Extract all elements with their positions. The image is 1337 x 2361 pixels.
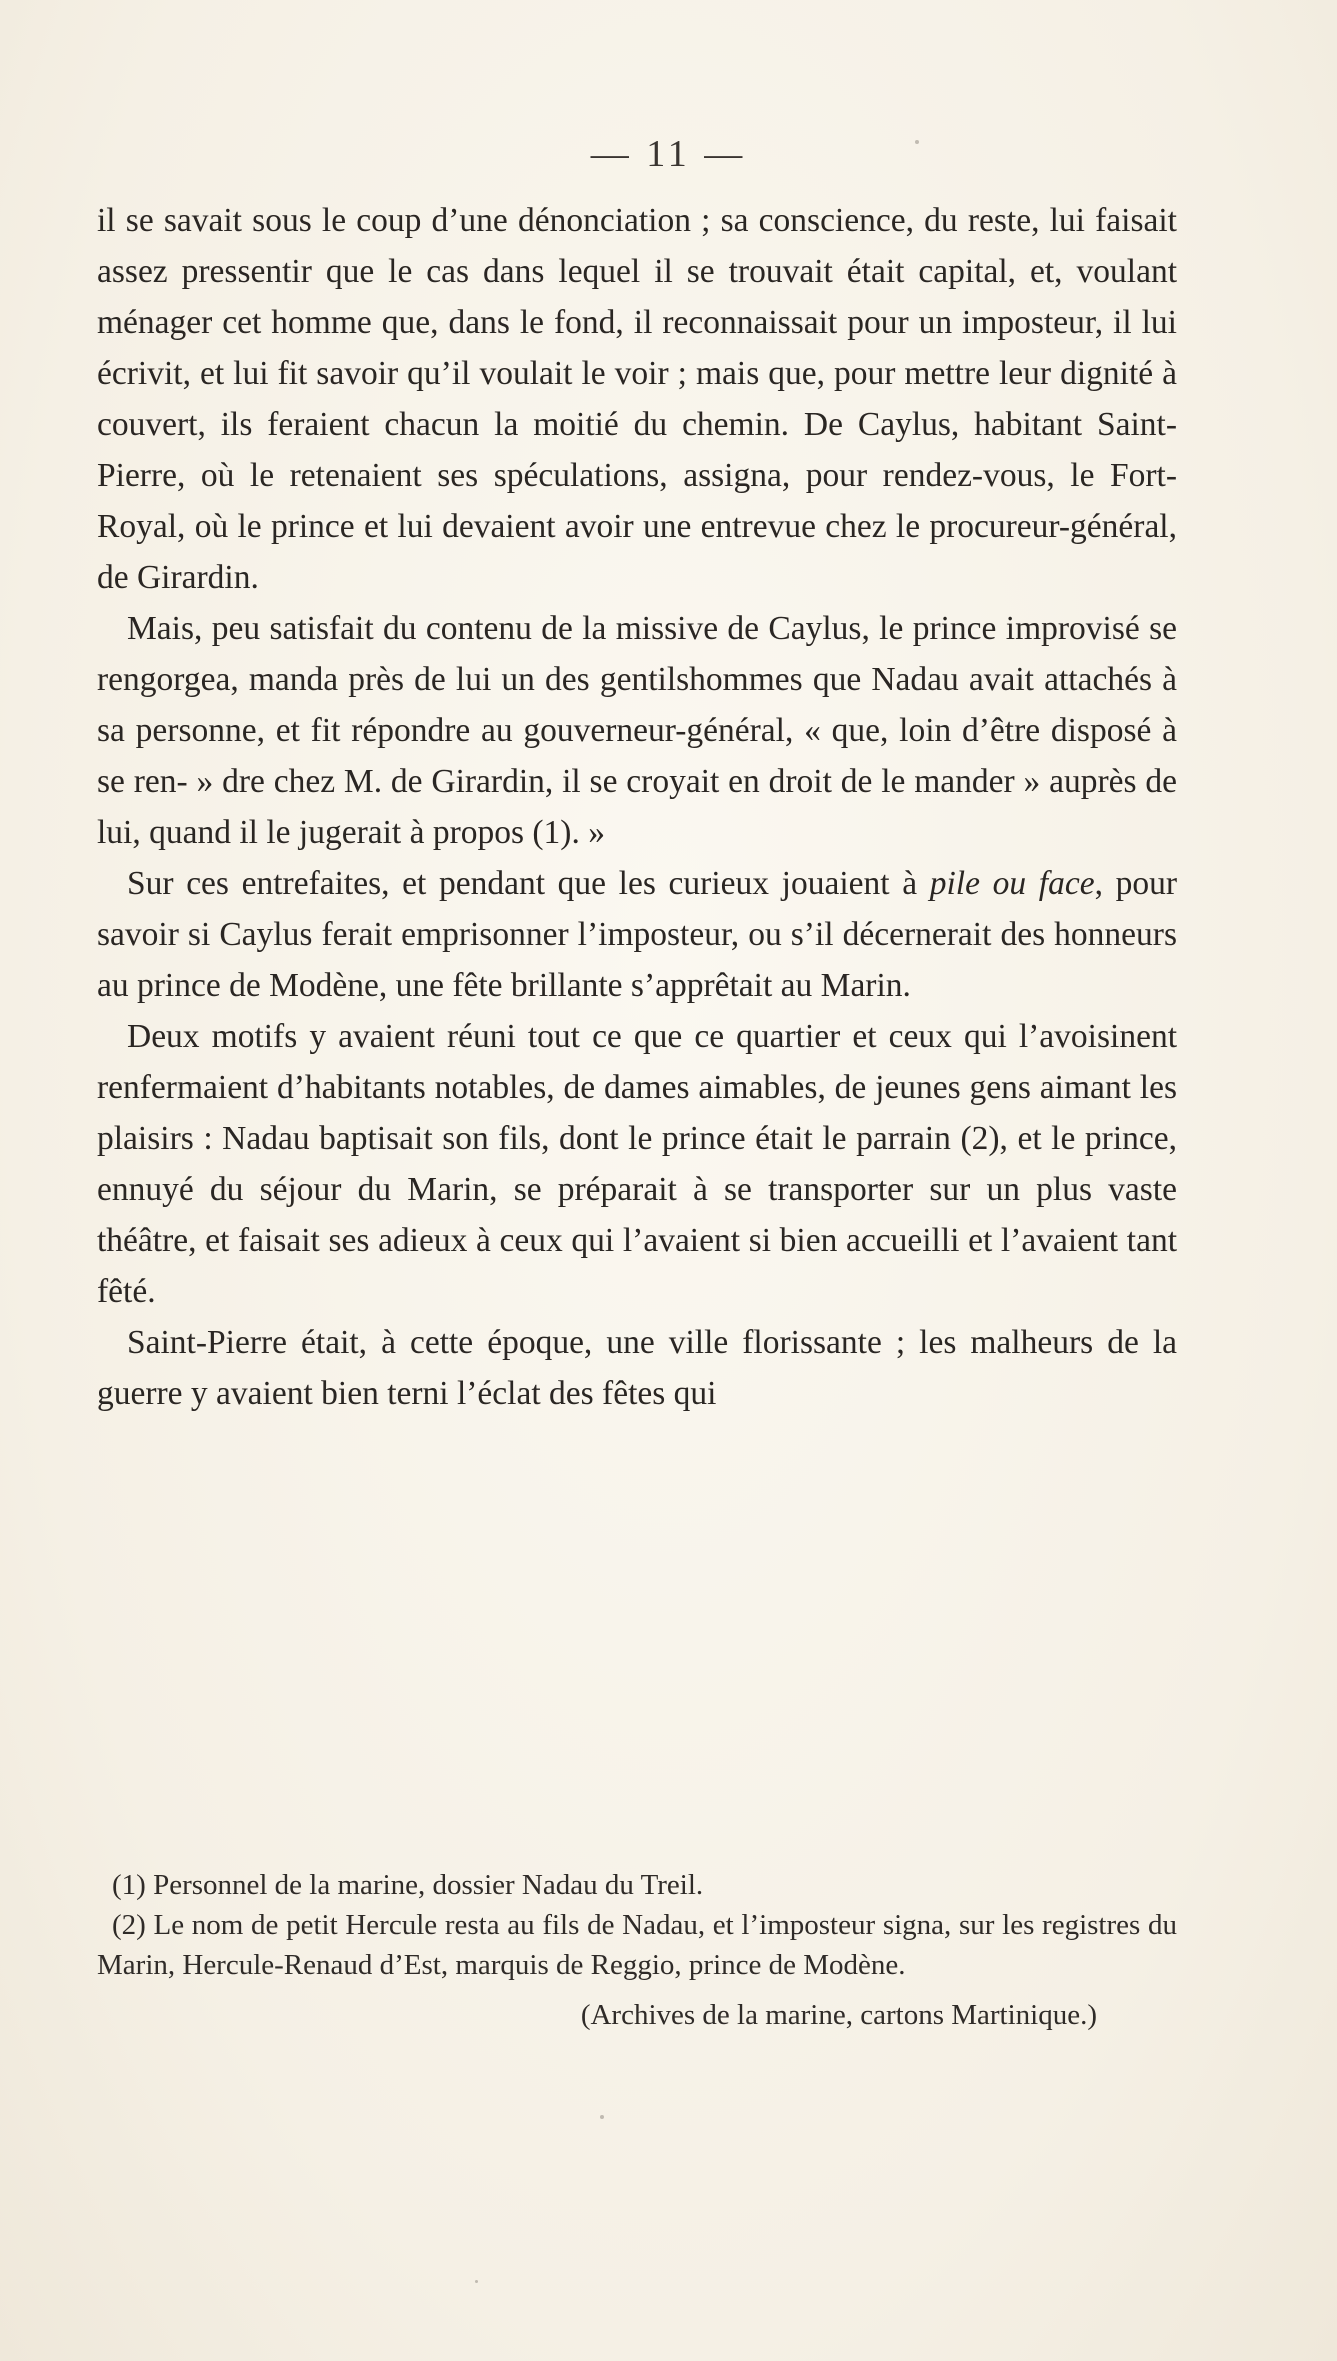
paragraph-3-start: Sur ces entrefaites, et pendant que les curieux jouaient à: [127, 865, 930, 902]
footnote-2: (2) Le nom de petit Hercule resta au fils de Nadau, et l’imposteur signa, sur les registres du Marin, Hercule-Renaud d’Est, marquis de Reggio, prince de Modène.: [97, 1909, 1177, 1981]
footnotes: [97, 1865, 1177, 2035]
paragraph-3-italic: pile ou face: [929, 865, 1095, 902]
paragraph-4: Deux motifs y avaient réuni tout ce que ce quartier et ceux qui l’avoisinent renfermaient d’habitants notables, de dames aimables, de jeunes gens aimant les plaisirs : Nadau baptisait son fils, dont le prince était le parrain (2), et le prince, ennuyé du séjour du Marin, se préparait à se transporter sur un plus vaste théâtre, et faisait ses adieux à ceux qui l’avaient si bien accueilli et l’avaient tant fêté.: [97, 1018, 1177, 1310]
paper-speck: [600, 2115, 604, 2119]
paper-speck: [915, 140, 919, 144]
paragraph-3: [97, 858, 1177, 1011]
paragraph-2: Mais, peu satisfait du contenu de la missive de Caylus, le prince improvisé se rengorgea, manda près de lui un des gentilshommes que Nadau avait attachés à sa personne, et fit répondre au gouverneur-général, « que, loin d’être disposé à se ren- » dre chez M. de Girardin, il se croyait en droit de le mander » auprès de lui, quand il le jugerait à propos (1). »: [97, 610, 1177, 851]
footnote-source: (Archives de la marine, cartons Martinique.): [580, 1999, 1097, 2031]
footnote-1: (1) Personnel de la marine, dossier Nadau du Treil.: [112, 1869, 704, 1901]
paragraph-3-end: , pour savoir si Caylus ferait emprisonner l’imposteur, ou s’il décernerait des honneurs au prince de Modène, une fête brillante s’apprêtait au Marin.: [97, 865, 1178, 1004]
main-text: [97, 195, 1177, 1419]
paragraph-5: Saint-Pierre était, à cette époque, une ville florissante ; les malheurs de la guerre y avaient bien terni l’éclat des fêtes qui: [97, 1324, 1177, 1412]
page-number: — 11 —: [590, 133, 747, 175]
paper-speck: [475, 2280, 478, 2283]
paragraph-1: il se savait sous le coup d’une dénonciation ; sa conscience, du reste, lui faisait assez pressentir que le cas dans lequel il se trouvait était capital, et, voulant ménager cet homme que, dans le fond, il reconnaissait pour un imposteur, il lui écrivit, et lui fit savoir qu’il voulait le voir ; mais que, pour mettre leur dignité à couvert, ils feraient chacun la moitié du chemin. De Caylus, habitant Saint-Pierre, où le retenaient ses spéculations, assigna, pour rendez-vous, le Fort-Royal, où le prince et lui devaient avoir une entrevue chez le procureur-général, de Girardin.: [97, 202, 1177, 596]
